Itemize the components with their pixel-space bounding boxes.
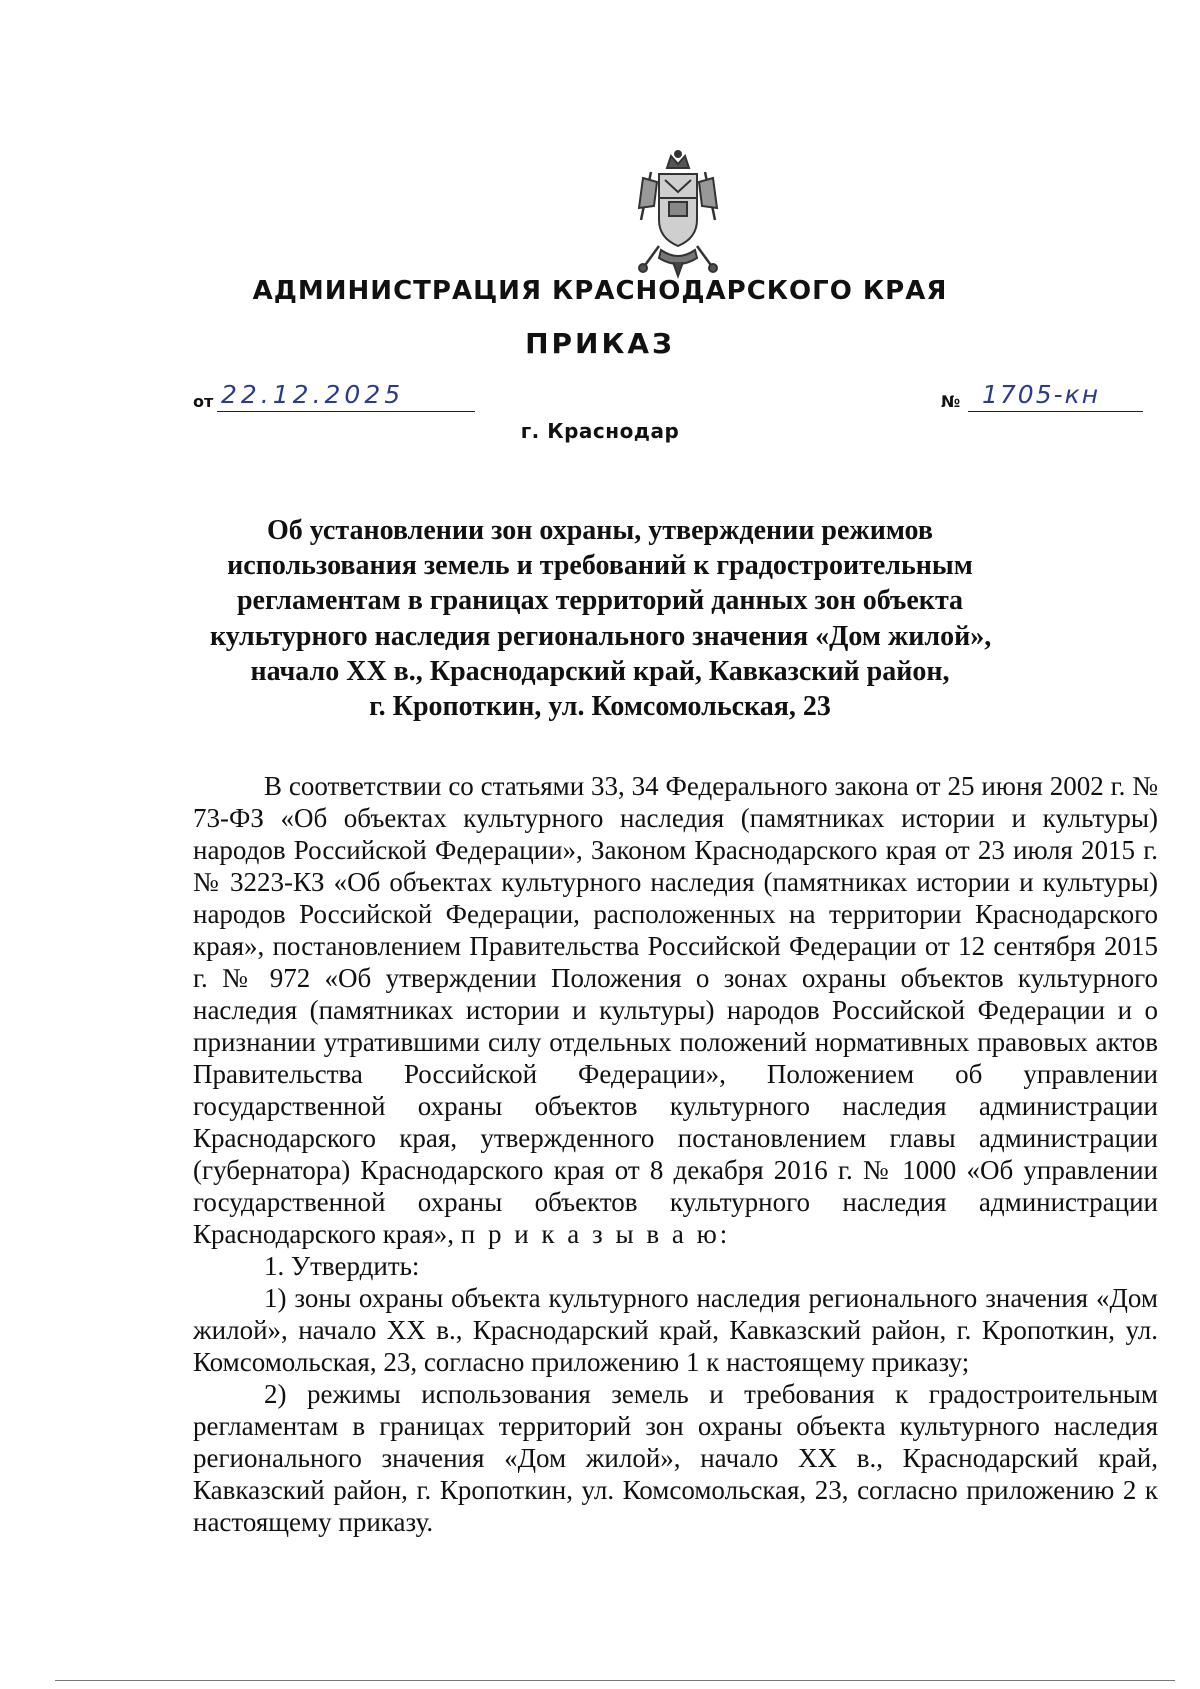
subject-line: регламентам в границах территорий данных зон объекта — [236, 585, 964, 617]
subject-line: культурного наследия регионального значения «Дом жилой», — [210, 620, 992, 652]
coat-of-arms-icon — [629, 150, 727, 280]
document-subject — [210, 513, 990, 724]
subject-line: начало XX в., Краснодарский край, Кавказский район, — [250, 655, 950, 687]
document-type-heading: ПРИКАЗ — [525, 327, 675, 360]
subject-line: Об установлении зон охраны, утверждении режимов — [267, 515, 933, 546]
item-1: 1. Утвердить: — [264, 1251, 420, 1281]
organization-title: АДМИНИСТРАЦИЯ КРАСНОДАРСКОГО КРАЯ — [252, 276, 948, 306]
subject-line: г. Кропоткин, ул. Комсомольская, 23 — [369, 691, 831, 723]
order-word: п р и к а з ы в а ю: — [460, 1219, 731, 1249]
number-label: № — [941, 392, 961, 411]
item-1-1: 1) зоны охраны объекта культурного наследия регионального значения «Дом жилой», начало XX в., Краснодарский край, Кавказский район, г. Кропоткин, ул. Комсомольская, 23, согласно приложению 1 к настоящему приказу; — [193, 1283, 1158, 1377]
date-field: 22.12.2025 — [217, 380, 475, 412]
number-field: 1705-кн — [968, 380, 1143, 412]
preamble-text: В соответствии со статьями 33, 34 Федерального закона от 25 июня 2002 г. № 73-ФЗ «Об объектах культурного наследия (памятниках истории и культуры) народов Российской Федерации», Законом Краснодарского края от 23 июля 2015 г. № 3223-КЗ «Об объектах культурного наследия (памятниках истории и культуры) народов Российской Федерации, расположенных на территории Краснодарского края», постановлением Правительства Российской Федерации от 12 сентября 2015 г. № 972 «Об утверждении Положения о зонах охраны объектов культурного наследия (памятниках истории и культуры) народов Российской Федерации и о признании утратившими силу отдельных положений нормативных правовых актов Правительства Российской Федерации», Положением об управлении государственной охраны объектов культурного наследия администрации Краснодарского края, утвержденного постановлением главы администрации (губернатора) Краснодарского края от 8 декабря 2016 г. № 1000 «Об управлении государственной охраны объектов культурного наследия администрации Краснодарского края», — [193, 771, 1158, 1249]
subject-line: использования земель и требований к градостроительным — [227, 550, 973, 582]
document-body — [193, 770, 1158, 1538]
preamble-paragraph — [193, 770, 1158, 1250]
item-1-2: 2) режимы использования земель и требования к градостроительным регламентам в границах территорий зон охраны объекта культурного наследия регионального значения «Дом жилой», начало XX в., Краснодарский край, Кавказский район, г. Кропоткин, ул. Комсомольская, 23, согласно приложению 2 к настоящему приказу. — [193, 1379, 1158, 1537]
city-label: г. Краснодар — [520, 419, 680, 443]
date-label: от — [193, 392, 214, 411]
coat-of-arms-emblem — [629, 150, 727, 280]
page-bottom-rule — [55, 1680, 1175, 1681]
